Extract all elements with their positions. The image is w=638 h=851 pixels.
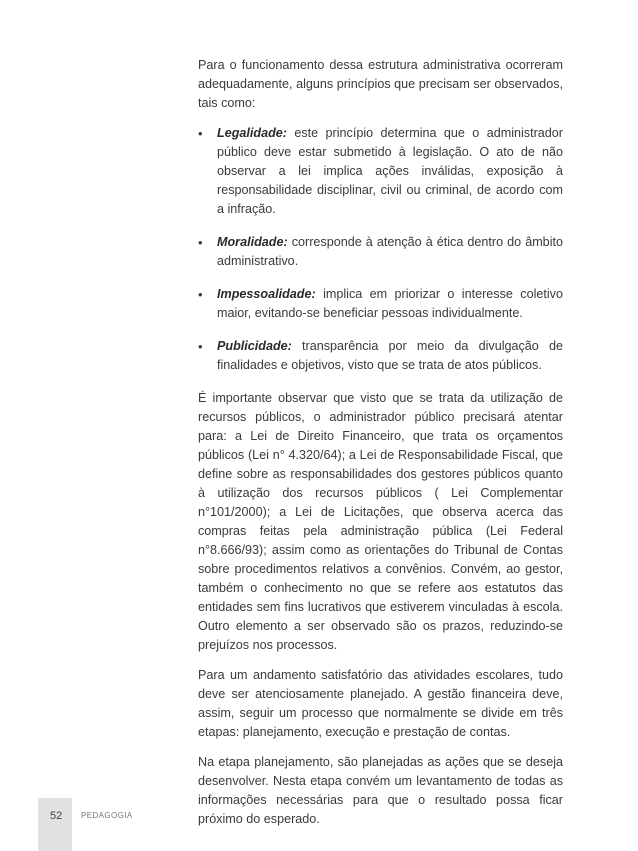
definition-publicidade: transparência por meio da divulgação de finalidades e objetivos, visto que se trata de atos públicos. <box>217 339 563 372</box>
list-item-moralidade <box>198 233 563 271</box>
list-item-publicidade <box>198 337 563 375</box>
page-number: 52 <box>50 810 63 822</box>
definition-impessoalidade: implica em priorizar o interesse coletivo maior, evitando-se beneficiar pessoas individualmente. <box>217 287 563 320</box>
paragraph-financial-management: Para um andamento satisfatório das atividades escolares, tudo deve ser atenciosamente planejado. A gestão financeira deve, assim, seguir um processo que normalmente se divide em três etapas: planejamento, execução e prestação de contas. <box>198 668 563 739</box>
list-item-impessoalidade <box>198 285 563 323</box>
page-number-tab <box>38 798 72 851</box>
list-item-legalidade <box>198 124 563 219</box>
term-legalidade: Legalidade: <box>217 126 287 140</box>
definition-moralidade: corresponde à atenção à ética dentro do âmbito administrativo. <box>217 235 563 268</box>
section-label: PEDAGOGIA <box>81 811 133 820</box>
term-impessoalidade: Impessoalidade: <box>217 287 316 301</box>
bullet-icon: • <box>198 287 203 302</box>
main-text <box>198 56 563 840</box>
definition-legalidade: este princípio determina que o administrador público deve estar submetido à legislação. O ato de não observar a lei implica ações inválidas, exposição à responsabilidade disciplinar, civil ou criminal, de acordo com a infração. <box>217 126 563 216</box>
term-publicidade: Publicidade: <box>217 339 292 353</box>
paragraph-legislation: É importante observar que visto que se trata da utilização de recursos públicos, o administrador público precisará atentar para: a Lei de Direito Financeiro, que trata os orçamentos públicos (Lei n° 4.320/64); a Lei de Responsabilidade Fiscal, que define sobre as responsabilidades dos gestores públicos quanto à utilização dos recursos públicos ( Lei Complementar n°101/2000); a Lei de Licitações, que observa acerca das compras feitas pela administração pública (Lei Federal n°8.666/93); assim como as orientações do Tribunal de Contas sobre procedimentos relativos a convênios. Convém, ao gestor, também o conhecimento no que se refere aos estatutos das entidades sem fins lucrativos que estiverem vinculadas à escola. Outro elemento a ser observado são os prazos, reduzindo-se prejuízos nos processos. <box>198 391 563 652</box>
bullet-icon: • <box>198 339 203 354</box>
intro-paragraph: Para o funcionamento dessa estrutura administrativa ocorreram adequadamente, alguns princípios que precisam ser observados, tais como: <box>198 58 563 110</box>
bullet-icon: • <box>198 235 203 250</box>
principles-list <box>198 124 563 375</box>
term-moralidade: Moralidade: <box>217 235 288 249</box>
bullet-icon: • <box>198 126 203 141</box>
paragraph-planning-stage: Na etapa planejamento, são planejadas as ações que se deseja desenvolver. Nesta etapa convém um levantamento de todas as informações necessárias para que o resultado possa ficar próximo do esperado. <box>198 755 563 826</box>
